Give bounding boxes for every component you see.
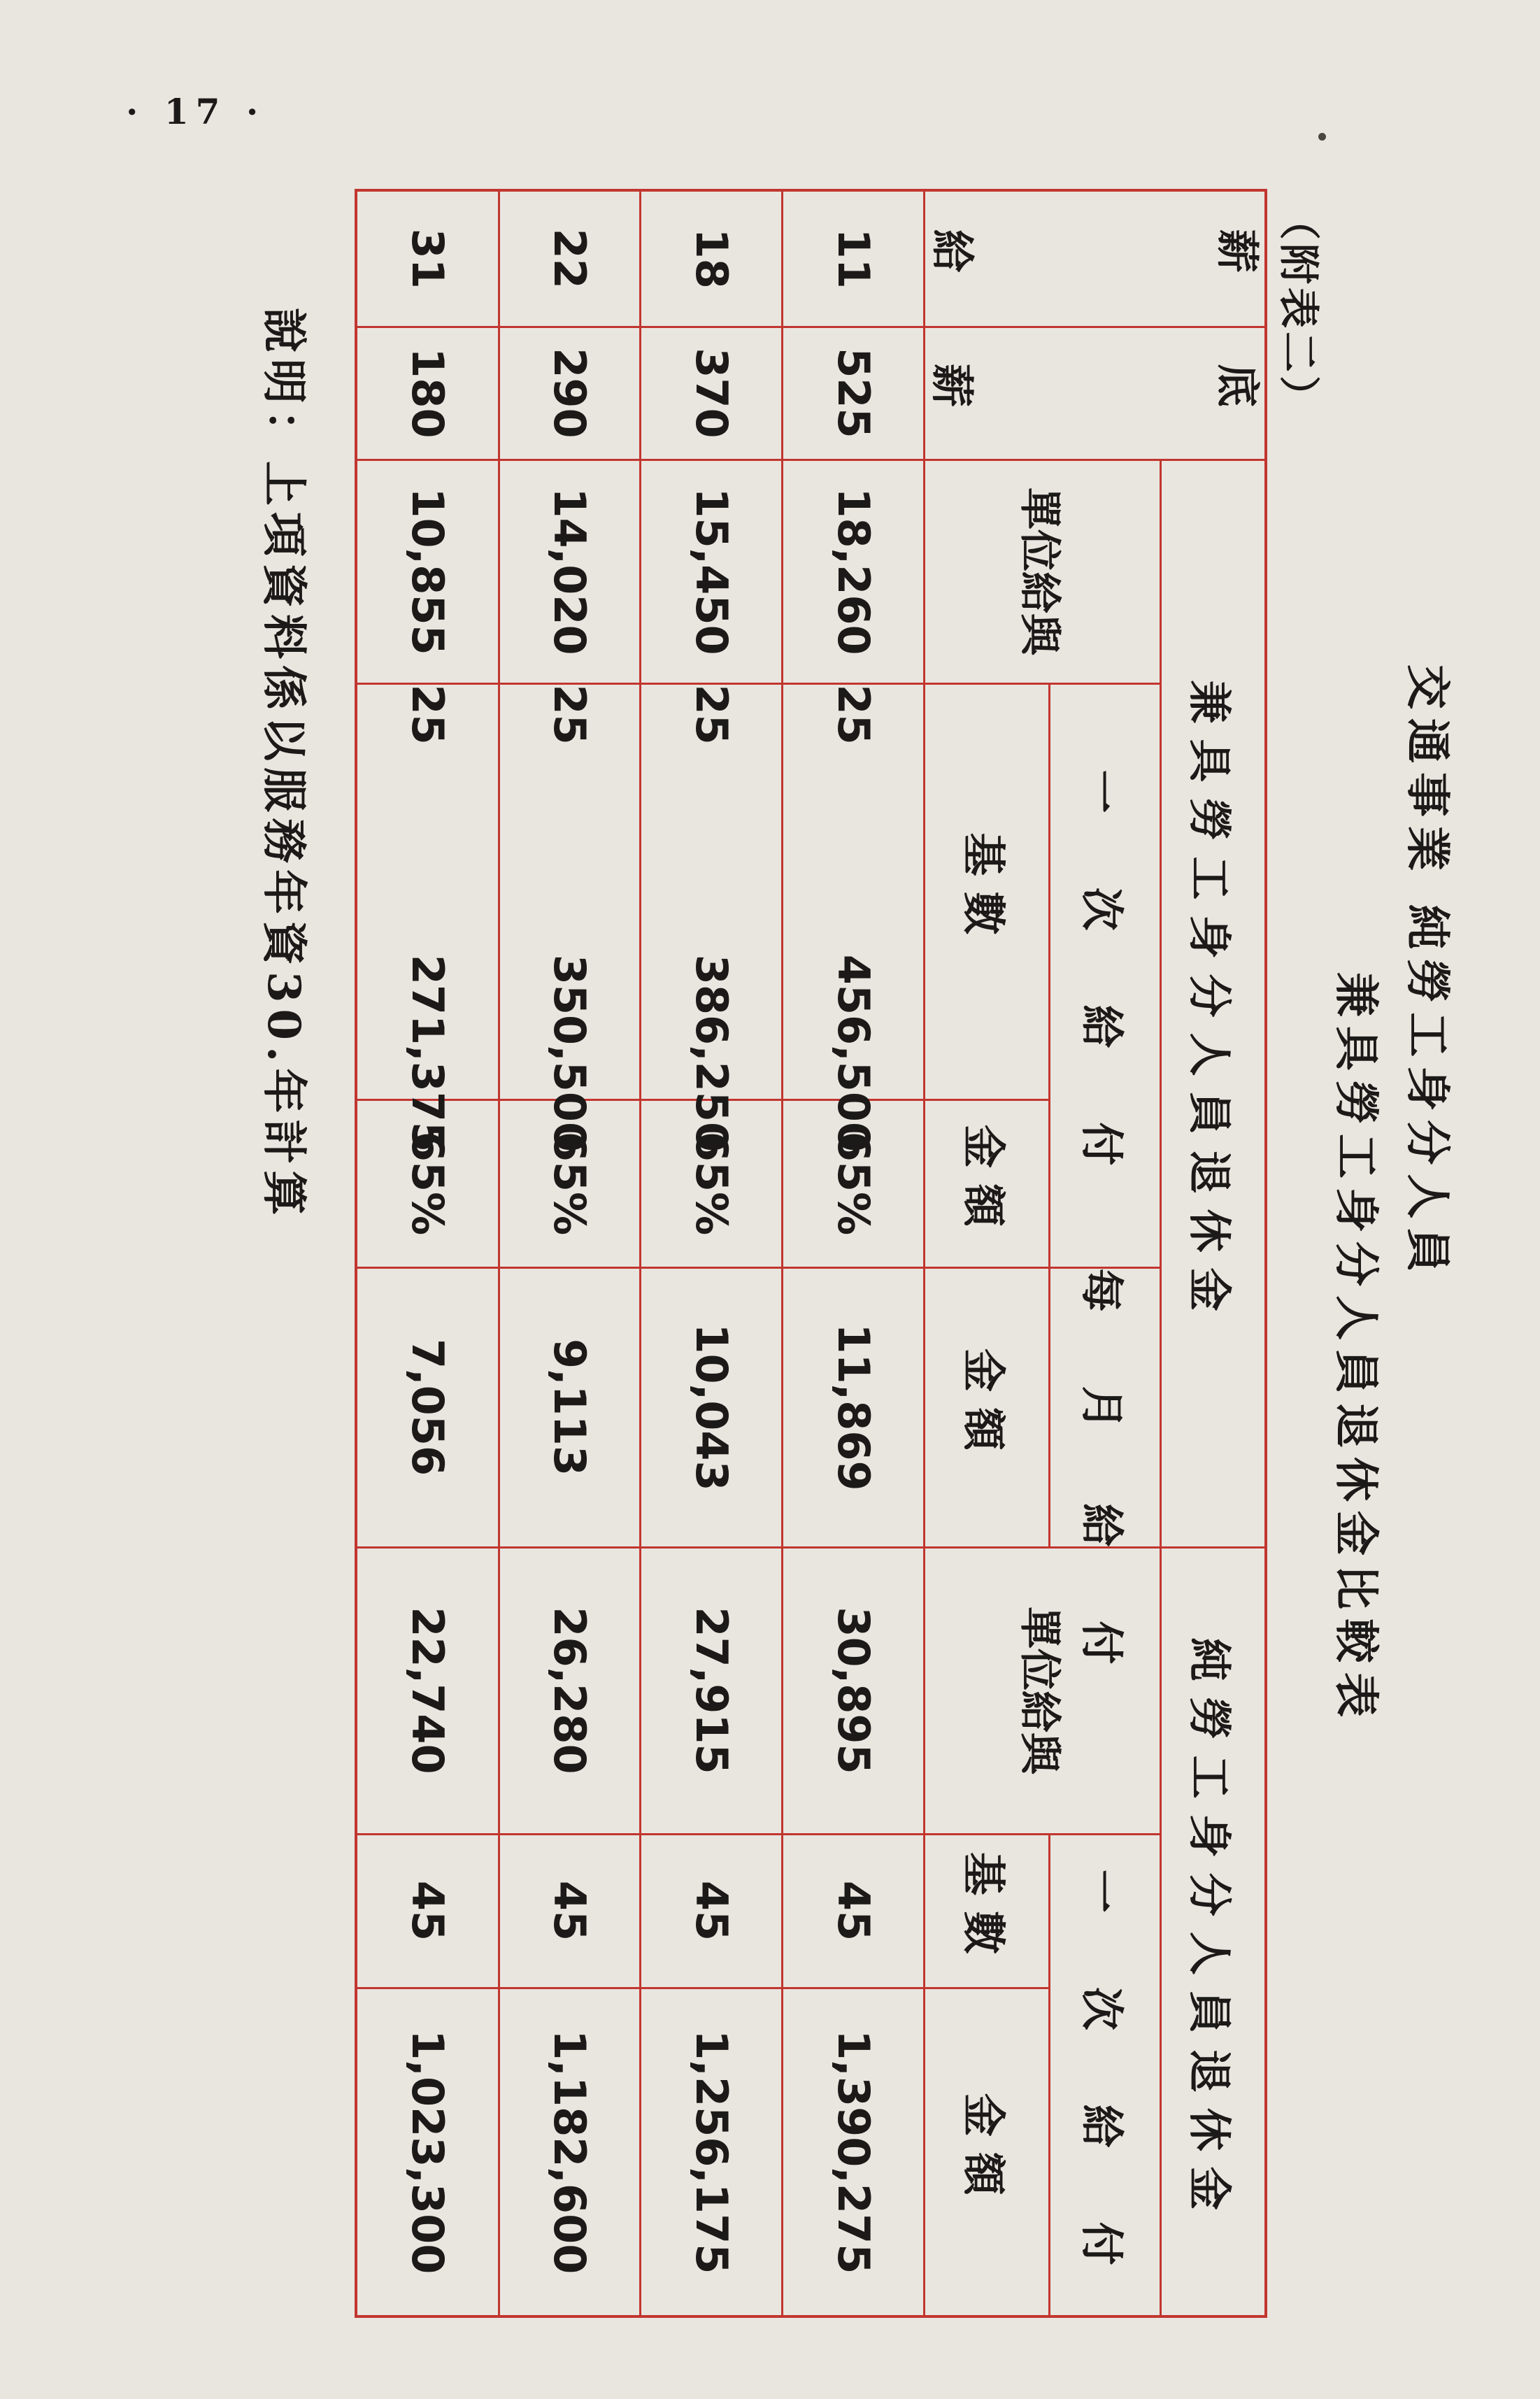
cell-mixed-base: 25456,500 bbox=[783, 683, 925, 1099]
cell-pure-unit-pay: 30,895 bbox=[783, 1547, 925, 1834]
cell-grade: 18 bbox=[641, 190, 783, 327]
annex-label: （附表二） bbox=[1275, 199, 1322, 420]
table-row bbox=[783, 190, 925, 2316]
cell-monthly-amount: 7,056 bbox=[356, 1267, 499, 1547]
cell-percent: 65% bbox=[783, 1099, 925, 1267]
header-unit-pay: 單位給與 bbox=[925, 460, 1162, 683]
cell-percent: 65% bbox=[641, 1099, 783, 1267]
cell-pure-base: 45 bbox=[783, 1834, 925, 1988]
cell-unit-pay: 18,260 bbox=[783, 460, 925, 683]
cell-mixed-base: 25386,250 bbox=[641, 683, 783, 1099]
header-pure-pension: 純勞工身分人員退休金 bbox=[1161, 1547, 1266, 2316]
header-base-salary: 底 薪 bbox=[925, 327, 1267, 460]
table-row bbox=[499, 190, 641, 2316]
cell-pure-amount: 1,256,175 bbox=[641, 1988, 783, 2316]
cell-grade: 31 bbox=[356, 190, 499, 327]
cell-monthly-amount: 11,869 bbox=[783, 1267, 925, 1547]
header-amount: 金額 bbox=[925, 1099, 1050, 1267]
cell-pure-unit-pay: 27,915 bbox=[641, 1547, 783, 1834]
header-pure-lump-sum: 一 次 給 付 bbox=[1050, 1834, 1161, 2316]
title-line-1: 交通事業 純勞工身分人員 bbox=[1401, 664, 1453, 1282]
header-pure-unit-pay: 單位給與 bbox=[925, 1547, 1162, 1834]
header-row-2 bbox=[1050, 190, 1161, 2316]
cell-pure-unit-pay: 26,280 bbox=[499, 1547, 641, 1834]
cell-unit-pay: 10,855 bbox=[356, 460, 499, 683]
cell-pure-amount: 1,390,275 bbox=[783, 1988, 925, 2316]
cell-pure-unit-pay: 22,740 bbox=[356, 1547, 499, 1834]
cell-base: 525 bbox=[783, 327, 925, 460]
cell-unit-pay: 15,450 bbox=[641, 460, 783, 683]
page-title bbox=[1327, 664, 1463, 1726]
table-note: 說明：上項資料係以服務年資30.年計算 bbox=[257, 308, 310, 1222]
cell-monthly-amount: 9,113 bbox=[499, 1267, 641, 1547]
cell-mixed-base: 25350,500 bbox=[499, 683, 641, 1099]
cell-unit-pay: 14,020 bbox=[499, 460, 641, 683]
header-monthly-amount: 金額 bbox=[925, 1267, 1050, 1547]
cell-pure-base: 45 bbox=[499, 1834, 641, 1988]
cell-base: 290 bbox=[499, 327, 641, 460]
cell-pure-base: 45 bbox=[356, 1834, 499, 1988]
page-number-value: 17 bbox=[164, 91, 227, 132]
cell-monthly-amount: 10,043 bbox=[641, 1267, 783, 1547]
pension-comparison-table bbox=[355, 189, 1267, 2318]
header-monthly: 每 月 給 付 bbox=[1050, 1267, 1161, 1547]
cell-pure-base: 45 bbox=[641, 1834, 783, 1988]
cell-pure-amount: 1,023,300 bbox=[356, 1988, 499, 2316]
cell-grade: 11 bbox=[783, 190, 925, 327]
cell-grade: 22 bbox=[499, 190, 641, 327]
header-row-1 bbox=[1161, 190, 1266, 2316]
header-pure-base-number: 基數 bbox=[925, 1834, 1050, 1988]
cell-base: 180 bbox=[356, 327, 499, 460]
page-number: · 17 · bbox=[126, 91, 266, 132]
header-mixed-pension: 兼具勞工身分人員退休金 bbox=[1161, 460, 1266, 1547]
header-salary-grade: 薪 給 bbox=[925, 190, 1267, 327]
table-row bbox=[356, 190, 499, 2316]
table-row bbox=[641, 190, 783, 2316]
title-line-2: 兼具勞工身分人員退休金比較表 bbox=[1329, 972, 1382, 1726]
cell-percent: 65% bbox=[499, 1099, 641, 1267]
cell-base: 370 bbox=[641, 327, 783, 460]
header-base-number: 基數 bbox=[925, 683, 1050, 1099]
cell-percent: 65% bbox=[356, 1099, 499, 1267]
header-lump-sum: 一 次 給 付 bbox=[1050, 683, 1161, 1267]
header-pure-amount: 金額 bbox=[925, 1988, 1050, 2316]
cell-pure-amount: 1,182,600 bbox=[499, 1988, 641, 2316]
cell-mixed-base: 25271,375 bbox=[356, 683, 499, 1099]
